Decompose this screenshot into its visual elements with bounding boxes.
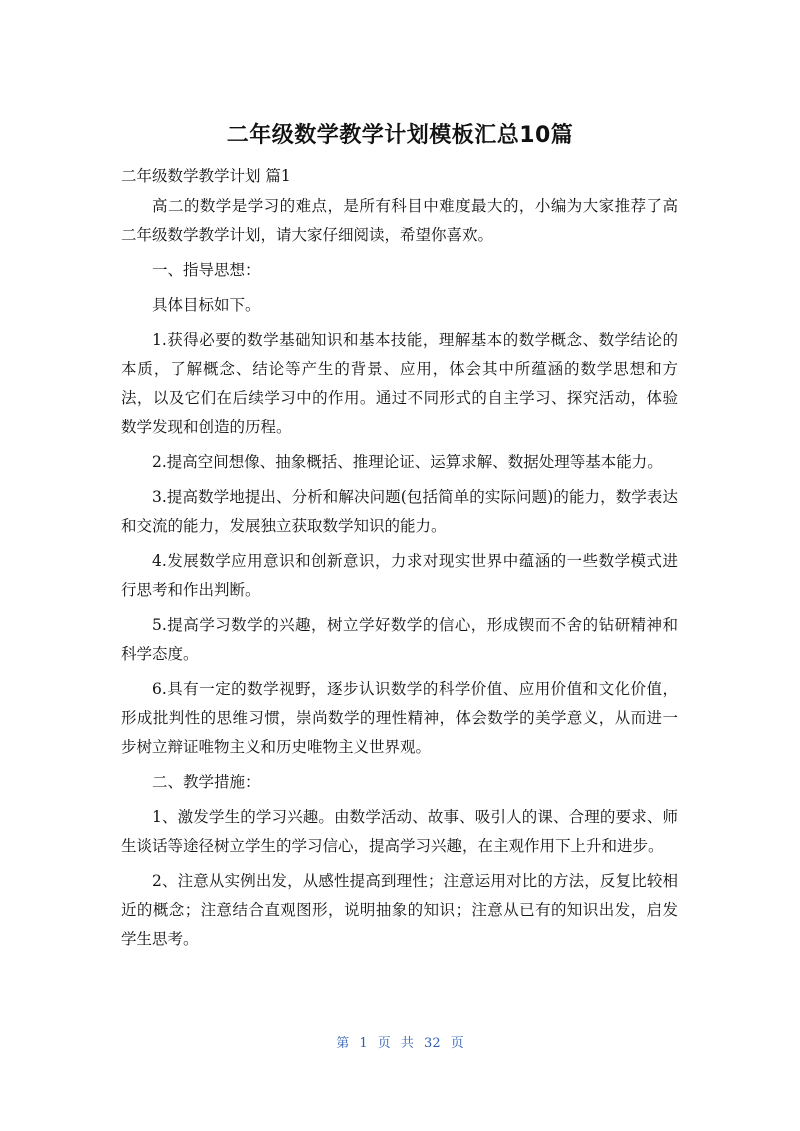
paragraph: 2、注意从实例出发，从感性提高到理性；注意运用对比的方法，反复比较相近的概念；注意结合直观图形，说明抽象的知识；注意从已有的知识出发，启发学生思考。 <box>121 872 678 948</box>
paragraph: 高二的数学是学习的难点，是所有科目中难度最大的，小编为大家推荐了高二年级数学教学计划，请大家仔细阅读，希望你喜欢。 <box>121 197 678 244</box>
paragraph: 6.具有一定的数学视野，逐步认识数学的科学价值、应用价值和文化价值，形成批判性的思维习惯，崇尚数学的理性精神，体会数学的美学意义，从而进一步树立辩证唯物主义和历史唯物主义世界观。 <box>121 680 678 756</box>
paragraph: 具体目标如下。 <box>152 296 261 314</box>
paragraph: 3.提高数学地提出、分析和解决问题(包括简单的实际问题)的能力，数学表达和交流的能力，发展独立获取数学知识的能力。 <box>121 488 678 535</box>
paragraph: 一、指导思想： <box>152 261 261 279</box>
document-body <box>121 192 678 960</box>
paragraph: 5.提高学习数学的兴趣，树立学好数学的信心，形成锲而不舍的钻研精神和科学态度。 <box>121 616 678 663</box>
section-heading: 二年级数学教学计划 篇1 <box>121 167 291 185</box>
page-number-footer: 第 1 页 共 32 页 <box>336 1036 464 1051</box>
paragraph: 1.获得必要的数学基础知识和基本技能，理解基本的数学概念、数学结论的本质，了解概念、结论等产生的背景、应用，体会其中所蕴涵的数学思想和方法，以及它们在后续学习中的作用。通过不同形式的自主学习、探究活动，体验数学发现和创造的历程。 <box>121 331 678 436</box>
document-title: 二年级数学教学计划模板汇总10篇 <box>226 123 574 148</box>
paragraph: 2.提高空间想像、抽象概括、推理论证、运算求解、数据处理等基本能力。 <box>152 453 663 471</box>
paragraph: 二、教学措施： <box>152 773 261 791</box>
paragraph: 1、激发学生的学习兴趣。由数学活动、故事、吸引人的课、合理的要求、师生谈话等途径树立学生的学习信心，提高学习兴趣，在主观作用下上升和进步。 <box>121 808 678 855</box>
paragraph: 4.发展数学应用意识和创新意识，力求对现实世界中蕴涵的一些数学模式进行思考和作出判断。 <box>121 552 678 599</box>
